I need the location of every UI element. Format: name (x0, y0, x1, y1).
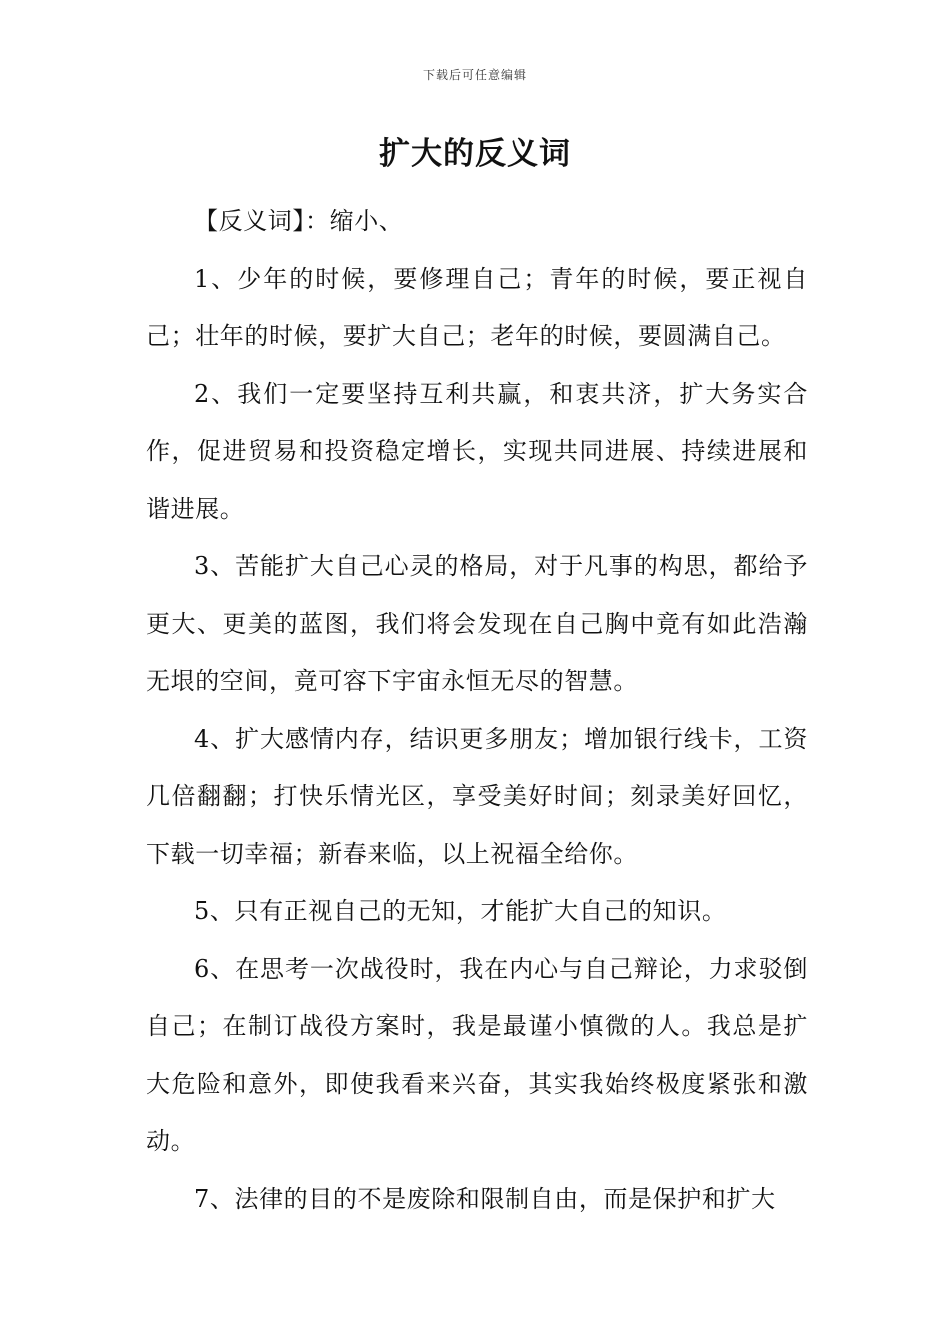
paragraph-2: 2、我们一定要坚持互利共赢，和衷共济，扩大务实合作，促进贸易和投资稳定增长，实现共同进展、持续进展和谐进展。 (146, 379, 808, 523)
document-title: 扩大的反义词 (379, 136, 571, 172)
paragraph-6: 6、在思考一次战役时，我在内心与自己辩论，力求驳倒自己；在制订战役方案时，我是最谨小慎微的人。我总是扩大危险和意外，即使我看来兴奋，其实我始终极度紧张和激动。 (146, 954, 808, 1155)
paragraph-1: 1、少年的时候，要修理自己；青年的时候，要正视自己；壮年的时候，要扩大自己；老年的时候，要圆满自己。 (146, 264, 808, 350)
paragraph-4: 4、扩大感情内存，结识更多朋友；增加银行线卡，工资几倍翻翻；打快乐情光区，享受美好时间；刻录美好回忆，下载一切幸福；新春来临，以上祝福全给你。 (146, 724, 808, 868)
page-header-note: 下载后可任意编辑 (422, 68, 527, 82)
document-body (146, 193, 808, 1228)
paragraph-antonym: 【反义词】：缩小、 (194, 207, 404, 235)
paragraph-3: 3、苦能扩大自己心灵的格局，对于凡事的构思，都给予更大、更美的蓝图，我们将会发现在自己胸中竟有如此浩瀚无垠的空间，竟可容下宇宙永恒无尽的智慧。 (146, 552, 808, 695)
paragraph-7: 7、法律的目的不是废除和限制自由，而是保护和扩大 (194, 1184, 776, 1213)
paragraph-5: 5、只有正视自己的无知，才能扩大自己的知识。 (194, 897, 727, 925)
